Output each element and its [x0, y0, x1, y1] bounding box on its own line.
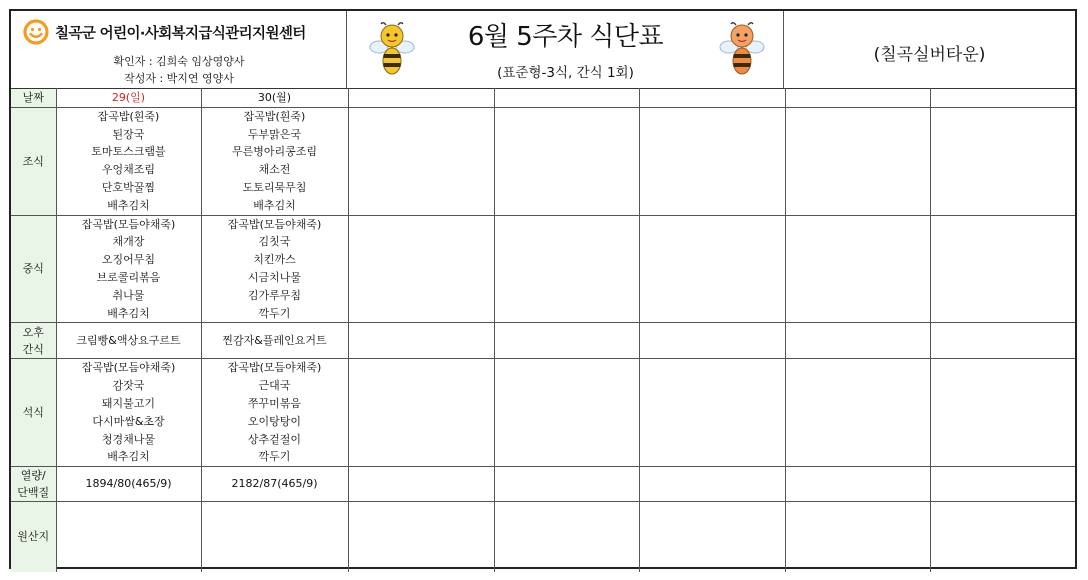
- menu-cell: [201, 359, 348, 467]
- menu-cell: [56, 502, 201, 572]
- row-label: [11, 107, 56, 215]
- menu-cell: [348, 502, 494, 572]
- menu-cell: [348, 323, 494, 359]
- menu-cell: [785, 502, 930, 572]
- meal-row: [11, 359, 1075, 467]
- meal-row: [11, 215, 1075, 323]
- day-header: 29(일): [56, 89, 201, 108]
- meal-row: [11, 502, 1075, 572]
- menu-item: 토마토스크램블: [91, 145, 166, 159]
- menu-item: 오이탕탕이: [247, 414, 302, 428]
- menu-item: 깍두기: [258, 306, 291, 320]
- menu-cell: [494, 467, 639, 502]
- menu-cell: [201, 467, 348, 502]
- menu-item: 청경채나물: [101, 432, 156, 446]
- row-label-line: 열량/: [20, 469, 46, 483]
- menu-item: 찐감자&플레인요거트: [222, 333, 327, 347]
- facility-name: (칠곡실버타운): [873, 45, 986, 65]
- menu-item: 쭈꾸미볶음: [247, 396, 302, 410]
- confirmer-line: 확인자 : 김희숙 임상영양사: [113, 55, 245, 68]
- menu-item: 배추김치: [107, 198, 150, 212]
- menu-cell: [639, 323, 785, 359]
- menu-item: 잡곡밥(모듬야채죽): [227, 217, 322, 231]
- menu-item: 크림빵&액상요구르트: [76, 333, 181, 347]
- menu-cell: [494, 502, 639, 572]
- writer-line: 작성자 : 박지연 영양사: [124, 72, 234, 85]
- menu-item: 2182/87(465/9): [231, 477, 318, 491]
- menu-item: 채개장: [112, 235, 145, 249]
- row-label: [11, 502, 56, 572]
- menu-cell: [785, 359, 930, 467]
- menu-item: 브로콜리볶음: [96, 270, 161, 284]
- row-label: [11, 467, 56, 502]
- menu-cell: [494, 323, 639, 359]
- menu-cell: [56, 215, 201, 323]
- menu-cell: [930, 359, 1075, 467]
- menu-item: 채소전: [258, 163, 291, 177]
- row-label-line: 원산지: [17, 530, 50, 544]
- menu-cell: [56, 323, 201, 359]
- menu-item: 배추김치: [107, 450, 150, 464]
- row-label: [11, 215, 56, 323]
- menu-cell: [930, 215, 1075, 323]
- date-row: [11, 89, 1075, 108]
- row-label-line: 간식: [22, 342, 44, 356]
- day-header: 30(월): [201, 89, 348, 108]
- menu-cell: [348, 359, 494, 467]
- menu-cell: [785, 467, 930, 502]
- row-label: [11, 359, 56, 467]
- menu-cell: [930, 323, 1075, 359]
- row-label-line: 중식: [22, 262, 44, 276]
- menu-item: 근대국: [258, 379, 291, 393]
- menu-cell: [494, 107, 639, 215]
- menu-item: 두부맑은국: [247, 127, 302, 141]
- menu-item: 취나물: [112, 288, 145, 302]
- header-center-info: [11, 11, 347, 88]
- menu-cell: [639, 359, 785, 467]
- menu-sheet: [9, 9, 1077, 569]
- menu-cell: [348, 107, 494, 215]
- meal-row: [11, 323, 1075, 359]
- menu-item: 잡곡밥(모듬야채죽): [227, 361, 322, 375]
- menu-cell: [348, 467, 494, 502]
- menu-item: 배추김치: [253, 198, 296, 212]
- menu-cell: [639, 107, 785, 215]
- menu-item: 배추김치: [107, 306, 150, 320]
- menu-item: 김칫국: [258, 235, 291, 249]
- row-label-line: 석식: [22, 406, 44, 420]
- day-header: [348, 89, 494, 108]
- page-subtitle: (표준형-3식, 간식 1회): [497, 65, 634, 81]
- menu-cell: [639, 215, 785, 323]
- day-header: [494, 89, 639, 108]
- menu-item: 시금치나물: [247, 270, 302, 284]
- menu-cell: [930, 107, 1075, 215]
- smiley-logo-icon: [23, 19, 49, 45]
- menu-item: 무른병아리콩조림: [231, 145, 317, 159]
- row-label-line: 단백질: [17, 486, 50, 500]
- meal-row: [11, 467, 1075, 502]
- menu-item: 상추겉절이: [247, 432, 302, 446]
- menu-item: 깍두기: [258, 450, 291, 464]
- menu-item: 김가루무침: [247, 288, 302, 302]
- menu-item: 된장국: [112, 127, 145, 141]
- menu-cell: [785, 323, 930, 359]
- menu-cell: [201, 107, 348, 215]
- menu-cell: [930, 467, 1075, 502]
- header-title-area: [347, 11, 784, 88]
- menu-cell: [785, 107, 930, 215]
- menu-item: 감잣국: [112, 379, 145, 393]
- menu-item: 치킨까스: [253, 253, 296, 267]
- menu-item: 단호박꿀찜: [101, 180, 156, 194]
- day-header: [639, 89, 785, 108]
- menu-item: 도토리묵무침: [242, 180, 307, 194]
- menu-item: 잡곡밥(모듬야채죽): [81, 217, 176, 231]
- page-title: 6월 5주차 식단표: [467, 22, 664, 52]
- menu-cell: [56, 467, 201, 502]
- day-header: [785, 89, 930, 108]
- menu-cell: [639, 467, 785, 502]
- menu-item: 1894/80(465/9): [85, 477, 172, 491]
- day-header: [930, 89, 1075, 108]
- date-label: 날짜: [11, 89, 56, 108]
- meal-row: [11, 107, 1075, 215]
- menu-cell: [56, 359, 201, 467]
- row-label-line: 조식: [22, 154, 44, 168]
- menu-cell: [201, 502, 348, 572]
- menu-item: 오징어무침: [101, 253, 156, 267]
- menu-item: 돼지불고기: [101, 396, 156, 410]
- bee-mascot-icon: [719, 21, 765, 79]
- header-facility: [784, 11, 1075, 88]
- menu-cell: [201, 323, 348, 359]
- menu-cell: [785, 215, 930, 323]
- menu-item: 잡곡밥(흰죽): [243, 109, 306, 123]
- menu-item: 우엉채조림: [101, 163, 156, 177]
- menu-cell: [348, 215, 494, 323]
- row-label-line: 오후: [22, 325, 44, 339]
- center-name: 칠곡군 어린이·사회복지급식관리지원센터: [55, 26, 306, 42]
- menu-cell: [639, 502, 785, 572]
- menu-table: [11, 88, 1075, 572]
- menu-cell: [930, 502, 1075, 572]
- menu-cell: [494, 359, 639, 467]
- menu-item: 다시마쌈&초장: [92, 414, 165, 428]
- menu-cell: [56, 107, 201, 215]
- menu-cell: [494, 215, 639, 323]
- row-label: [11, 323, 56, 359]
- menu-cell: [201, 215, 348, 323]
- menu-item: 잡곡밥(흰죽): [97, 109, 160, 123]
- menu-item: 잡곡밥(모듬야채죽): [81, 361, 176, 375]
